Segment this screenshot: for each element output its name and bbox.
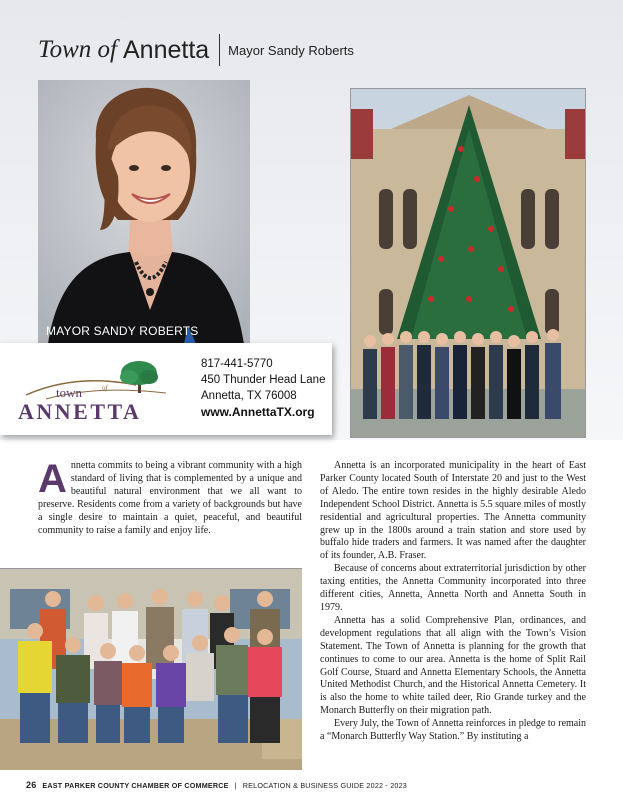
title-name: Annetta — [122, 35, 210, 64]
footer-organization: EAST PARKER COUNTY CHAMBER OF COMMERCE — [42, 780, 229, 790]
logo-of-word: of — [102, 384, 108, 392]
footer-separator: | — [234, 780, 237, 790]
logo-annetta-word: ANNETTA — [18, 399, 142, 424]
page-footer — [26, 780, 407, 790]
footer-guide-title: RELOCATION & BUSINESS GUIDE 2022 - 2023 — [242, 780, 407, 790]
mayor-portrait-photo — [38, 80, 250, 344]
contact-address-line2: Annetta, TX 76008 — [201, 390, 297, 402]
page-number: 26 — [26, 780, 37, 790]
town-of-annetta-logo — [16, 355, 196, 425]
article-column-left — [38, 457, 302, 537]
left-paragraph-1: nnetta commits to being a vibrant community with a high standard of living that is complemented by a unique and beautiful natural environment that we all want to preserve. Residents come from a variety of backgrounds but have a single desire to maintain a quiet, peaceful, and beautiful community to raise a family and enjoy life. — [38, 460, 302, 536]
contact-info — [201, 356, 325, 420]
contact-website-link[interactable]: www.AnnettaTX.org — [201, 405, 315, 419]
courthouse-tree-illustration — [351, 89, 586, 438]
right-paragraph-3: Annetta has a solid Comprehensive Plan, ordinances, and development regulations that all align with the Town’s Vision Statement. The Town of Annetta is planning for the growth that continues to come to our area. Annetta is the home of Split Rail Golf Course, Stuard and Annetta Elementary Schools, the Annetta United Methodist Church, and the Historical Annetta Cemetery. It is also the home to white tailed deer, Rio Grande turkey and the Monarch Butterfly on their migration path. — [320, 614, 586, 717]
contact-address-line1: 450 Thunder Head Lane — [201, 374, 326, 386]
title-italic: Town of — [38, 36, 117, 63]
logo-town-word: town — [56, 385, 82, 400]
contact-card — [0, 343, 332, 435]
christmas-tree-courthouse-photo — [350, 88, 586, 438]
article-column-right — [320, 460, 586, 744]
right-paragraph-1: Annetta is an incorporated municipality in the heart of East Parker County located South of Interstate 20 and just to the West of Aledo. The entire town resides in the highly desirable Aledo Independent School District. Annetta is 5.5 square miles of mostly residential and agricultural properties. The Annetta community grew up in the 1800s around a train station and store used by buffalo hide traders and farmers. It was named after the daughter of its founder, A.B. Fraser. — [320, 460, 586, 562]
drop-cap: A — [38, 457, 67, 501]
page-header — [38, 34, 354, 66]
group-volunteers-photo — [0, 568, 302, 770]
right-paragraph-4: Every July, the Town of Annetta reinforces in pledge to remain a “Monarch Butterfly Way Station.” By instituting a — [320, 718, 586, 743]
group-photo-illustration — [0, 569, 302, 770]
title-subtitle: Mayor Sandy Roberts — [228, 42, 354, 58]
mayor-portrait-illustration — [38, 80, 250, 344]
right-paragraph-2: Because of concerns about extraterritorial jurisdiction by other taxing entities, the Annetta Community incorporated into three different cities, Annetta, Annetta North and Annetta South in 1979. — [320, 563, 586, 613]
title-divider — [219, 34, 220, 66]
mayor-photo-caption: MAYOR SANDY ROBERTS — [46, 324, 199, 338]
contact-phone[interactable]: 817-441-5770 — [201, 358, 273, 370]
